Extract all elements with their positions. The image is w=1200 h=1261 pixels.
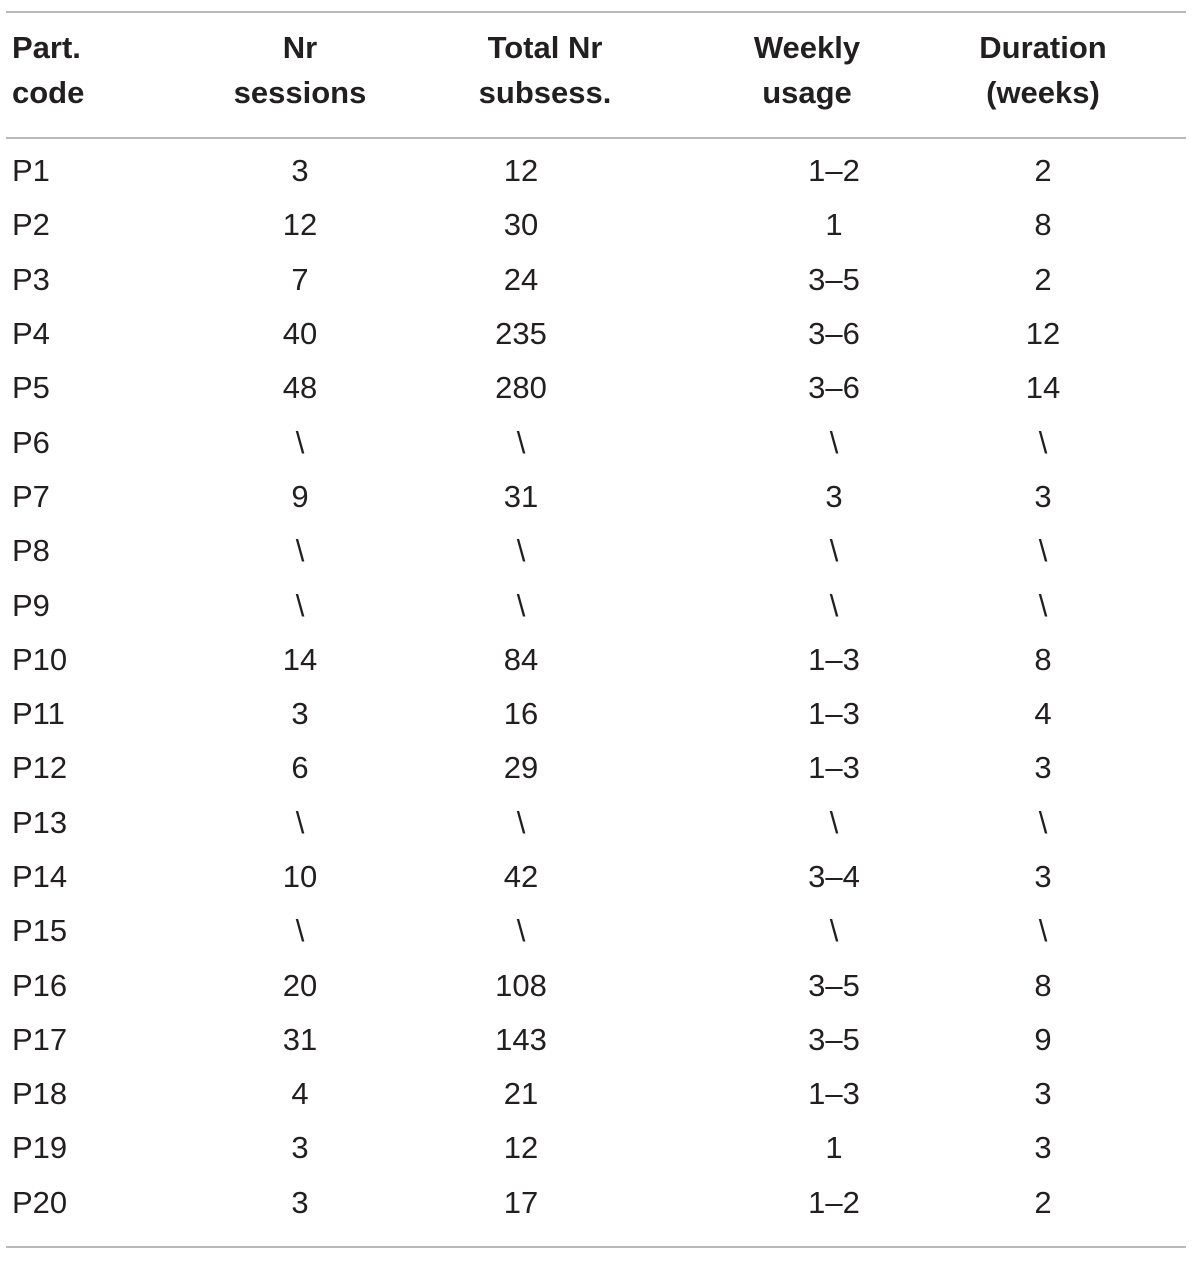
cell-total-subsessions: \ [516, 913, 526, 949]
table-row [0, 1013, 1200, 1067]
header-weekly-usage-line2: usage [762, 75, 852, 110]
cell-weekly-usage: 1–3 [808, 641, 860, 677]
cell-weekly-usage: 1–3 [808, 1076, 860, 1112]
table-header [0, 0, 1200, 138]
header-weekly-usage-line1: Weekly [753, 30, 861, 65]
cell-weekly-usage: 1 [825, 1130, 843, 1166]
cell-nr-sessions: 3 [291, 1184, 309, 1220]
cell-total-subsessions: 84 [503, 641, 539, 677]
cell-total-subsessions: 29 [503, 750, 539, 786]
cell-duration-weeks: 3 [1034, 1076, 1052, 1112]
table-row [0, 524, 1200, 578]
cell-weekly-usage: 1–3 [808, 696, 860, 732]
cell-participant-code: P15 [12, 913, 68, 949]
header-nr-sessions-line1: Nr [282, 30, 318, 65]
cell-nr-sessions: 48 [282, 370, 318, 406]
cell-nr-sessions: 6 [291, 750, 309, 786]
cell-total-subsessions: \ [516, 424, 526, 460]
cell-weekly-usage: 3–5 [808, 967, 860, 1003]
cell-duration-weeks: 3 [1034, 859, 1052, 894]
cell-weekly-usage: 3–4 [808, 859, 860, 894]
table-row [0, 687, 1200, 741]
table-row [0, 470, 1200, 524]
cell-weekly-usage: 3–6 [808, 370, 860, 406]
cell-nr-sessions: 3 [291, 696, 309, 732]
cell-total-subsessions: 280 [495, 370, 547, 406]
cell-total-subsessions: 235 [495, 316, 547, 352]
table-bottom-rule [6, 1246, 1186, 1248]
table-row [0, 1176, 1200, 1230]
cell-total-subsessions: 12 [503, 1130, 539, 1166]
cell-nr-sessions: \ [295, 913, 305, 949]
cell-participant-code: P7 [12, 478, 50, 514]
header-duration-weeks [940, 0, 1200, 138]
cell-duration-weeks: 3 [1034, 478, 1052, 514]
cell-participant-code: P9 [12, 587, 50, 623]
cell-weekly-usage: 3 [825, 478, 843, 514]
cell-total-subsessions: 16 [503, 696, 539, 732]
cell-weekly-usage: \ [829, 804, 839, 840]
cell-participant-code: P19 [12, 1130, 68, 1166]
cell-nr-sessions: 3 [291, 1130, 309, 1166]
cell-participant-code: P4 [12, 316, 50, 352]
cell-nr-sessions: 7 [291, 261, 309, 297]
cell-participant-code: P6 [12, 424, 50, 460]
table-row [0, 578, 1200, 632]
table-row [0, 904, 1200, 958]
cell-duration-weeks: 12 [1025, 316, 1061, 352]
header-participant-code-line1: Part. [12, 30, 81, 65]
header-row [0, 0, 1200, 138]
table-row [0, 307, 1200, 361]
table-row [0, 741, 1200, 795]
cell-duration-weeks: \ [1038, 587, 1048, 623]
cell-duration-weeks: 8 [1034, 967, 1052, 1003]
cell-duration-weeks: 14 [1025, 370, 1061, 406]
cell-participant-code: P2 [12, 207, 50, 243]
cell-nr-sessions: 14 [282, 641, 318, 677]
cell-nr-sessions: \ [295, 533, 305, 569]
cell-participant-code: P14 [12, 859, 68, 894]
header-nr-sessions-line2: sessions [233, 75, 367, 110]
cell-duration-weeks: \ [1038, 913, 1048, 949]
cell-participant-code: P20 [12, 1184, 68, 1220]
table-row [0, 253, 1200, 307]
cell-participant-code: P16 [12, 967, 68, 1003]
cell-participant-code: P5 [12, 370, 50, 406]
cell-weekly-usage: 1–2 [808, 1184, 860, 1220]
cell-participant-code: P17 [12, 1021, 68, 1057]
cell-participant-code: P13 [12, 804, 68, 840]
cell-duration-weeks: \ [1038, 424, 1048, 460]
cell-duration-weeks: 2 [1034, 153, 1052, 189]
cell-total-subsessions: \ [516, 533, 526, 569]
cell-duration-weeks: 2 [1034, 1184, 1052, 1220]
cell-nr-sessions: \ [295, 587, 305, 623]
cell-duration-weeks: 8 [1034, 641, 1052, 677]
table-row [0, 633, 1200, 687]
cell-nr-sessions: 4 [291, 1076, 309, 1112]
cell-duration-weeks: \ [1038, 804, 1048, 840]
cell-total-subsessions: 30 [503, 207, 539, 243]
cell-nr-sessions: 40 [282, 316, 318, 352]
cell-weekly-usage: 3–6 [808, 316, 860, 352]
cell-total-subsessions: 108 [495, 967, 547, 1003]
cell-participant-code: P8 [12, 533, 50, 569]
cell-weekly-usage: \ [829, 533, 839, 569]
cell-nr-sessions: \ [295, 424, 305, 460]
cell-total-subsessions: 143 [495, 1021, 547, 1057]
header-duration-weeks-line1: Duration [979, 30, 1107, 65]
header-participant-code-line2: code [12, 75, 85, 110]
cell-duration-weeks: 9 [1034, 1021, 1052, 1057]
table-row [0, 1067, 1200, 1121]
table-row [0, 850, 1200, 904]
cell-weekly-usage: 3–5 [808, 1021, 860, 1057]
cell-nr-sessions: 12 [282, 207, 318, 243]
cell-weekly-usage: 3–5 [808, 261, 860, 297]
table-row [0, 138, 1200, 198]
cell-participant-code: P10 [12, 641, 68, 677]
cell-total-subsessions: 21 [503, 1076, 539, 1112]
cell-nr-sessions: 20 [282, 967, 318, 1003]
table-row [0, 198, 1200, 252]
header-total-subsessions-line1: Total Nr [487, 30, 603, 65]
table-row [0, 796, 1200, 850]
header-duration-weeks-line2: (weeks) [986, 75, 1100, 110]
cell-total-subsessions: \ [516, 804, 526, 840]
cell-weekly-usage: \ [829, 913, 839, 949]
cell-duration-weeks: 4 [1034, 696, 1052, 732]
cell-nr-sessions: \ [295, 804, 305, 840]
cell-weekly-usage: \ [829, 587, 839, 623]
table-row [0, 361, 1200, 415]
table-row [0, 958, 1200, 1012]
header-participant-code [0, 0, 200, 138]
cell-duration-weeks: \ [1038, 533, 1048, 569]
cell-weekly-usage: 1 [825, 207, 843, 243]
cell-participant-code: P11 [12, 696, 65, 732]
cell-weekly-usage: 1–2 [808, 153, 860, 189]
cell-participant-code: P1 [12, 153, 50, 189]
cell-nr-sessions: 31 [282, 1021, 318, 1057]
cell-duration-weeks: 3 [1034, 1130, 1052, 1166]
cell-total-subsessions: 42 [503, 859, 539, 894]
cell-nr-sessions: 3 [291, 153, 309, 189]
cell-nr-sessions: 10 [282, 859, 318, 894]
cell-weekly-usage: 1–3 [808, 750, 860, 786]
cell-duration-weeks: 8 [1034, 207, 1052, 243]
cell-total-subsessions: 17 [503, 1184, 539, 1220]
cell-total-subsessions: 24 [503, 261, 539, 297]
cell-total-subsessions: 12 [503, 153, 539, 189]
cell-duration-weeks: 2 [1034, 261, 1052, 297]
table-row [0, 415, 1200, 469]
cell-nr-sessions: 9 [291, 478, 309, 514]
cell-duration-weeks: 3 [1034, 750, 1052, 786]
header-total-subsessions-line2: subsess. [478, 75, 612, 110]
table-body [0, 138, 1200, 1230]
cell-total-subsessions: \ [516, 587, 526, 623]
cell-participant-code: P12 [12, 750, 68, 786]
cell-total-subsessions: 31 [503, 478, 539, 514]
cell-participant-code: P3 [12, 261, 50, 297]
cell-participant-code: P18 [12, 1076, 68, 1112]
cell-weekly-usage: \ [829, 424, 839, 460]
table-row [0, 1121, 1200, 1175]
